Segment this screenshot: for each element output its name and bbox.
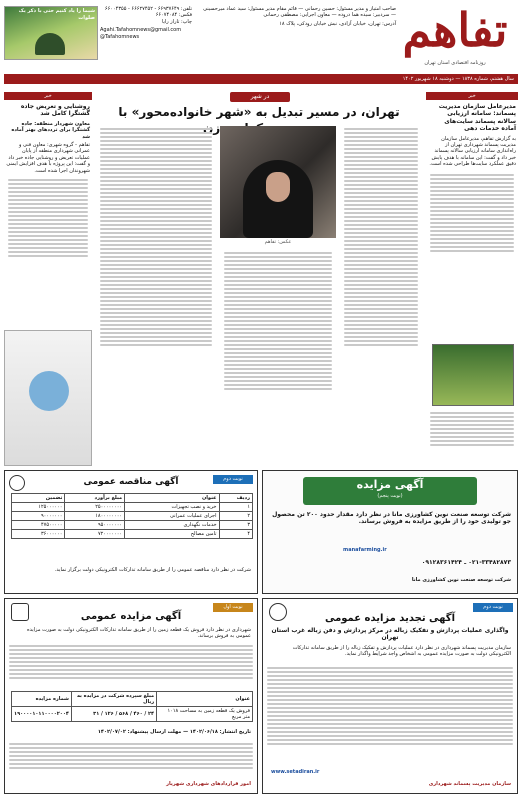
table-cell: ۱۹۰۰۰۰۱۰۱۱۰۰۰۰۲۰۰۴	[12, 707, 72, 722]
table-cell: ۲۵۰۰۰۰۰۰۰۰	[65, 503, 125, 512]
right-article-footer-text	[426, 410, 518, 466]
ad-renewal-title: آگهی تجدید مزایده عمومی	[324, 613, 456, 624]
dateline-bar	[4, 74, 518, 84]
address-text: آدرس: تهران، خیابان آزادی، نبش خیابان رودکی، پلاک ۱۸	[279, 20, 396, 27]
ad-public-table	[11, 691, 253, 722]
table-cell: فروش یک قطعه زمین به مساحت ۱۰۱۸ متر مربع	[157, 707, 253, 722]
ad-auction-fifth-body: شرکت توسعه صنعت نوین کشاورزی مانا در نظر دارد مقدار حدود ۲۰۰ تن محصول جو تولیدی خود را از طریق مزایده به فروش برساند.	[272, 511, 511, 526]
left-article-kicker: خبر	[4, 92, 92, 100]
table-row	[12, 707, 253, 722]
ad-tender-badge	[213, 475, 253, 484]
center-article-col-3	[96, 126, 216, 466]
ad-public-contact	[5, 741, 257, 777]
table-cell: ۲	[219, 512, 252, 521]
editorial-text: صاحب امتیاز و مدیر مسئول: حسین رحمانی — قائم مقام مدیر مسئول: سید عماد میرحسینی — سردبیر: سیده هما دروده — معاون اجرایی: مصطفی رحمانی	[203, 6, 396, 19]
right-article-kicker: خبر	[426, 92, 518, 100]
center-article-col-1	[340, 126, 422, 466]
ad-renewal-details	[263, 665, 517, 765]
ad-public-details	[5, 643, 257, 687]
table-cell: تامین مصالح	[125, 530, 219, 539]
right-article-body: به گزارش تفاهم، مدیرعامل سازمان مدیریت پسماند شهرداری تهران از راه‌اندازی سامانه ارزیابی سالانه پسماند خبر داد و گفت: این سامانه با هدف پایش دقیق عملکرد سایت‌ها طراحی شده است.	[429, 135, 516, 168]
ad-public-body: شهرداری در نظر دارد فروش یک قطعه زمین را از طریق سامانه تدارکات الکترونیکی دولت به صورت مزایده عمومی به فروش برساند.	[27, 627, 251, 640]
table-cell: خدمات نگهداری	[125, 521, 219, 530]
ad-auction-fifth-site[interactable]: manafarming.ir	[343, 547, 387, 553]
instagram-link[interactable]: @Tafahomnews	[100, 33, 140, 40]
ad-public-badge-text: نوبت اول	[223, 604, 243, 610]
ad-auction-fifth	[262, 470, 518, 594]
table-cell: ۲۴ / ۴۶۰ / ۵۶۸ / ۱۲۶ / ۳۱	[71, 707, 156, 722]
ad-renewal-logo-icon	[269, 603, 287, 621]
section-tag-text: در شهر	[250, 93, 270, 100]
headline-photo	[220, 126, 336, 238]
left-promo-image	[4, 330, 92, 466]
table-cell: ۱۲۵۰۰۰۰۰۰	[12, 503, 65, 512]
table-cell: ۱۸۰۰۰۰۰۰۰۰	[65, 512, 125, 521]
promo-graphic	[29, 371, 69, 411]
ad-public-table-header	[12, 692, 253, 707]
ad-tender-title: آگهی مناقصه عمومی	[83, 477, 179, 487]
motto-text: شیما را یاد کنیم حتی با ذکر یک صلوات	[18, 8, 95, 22]
ad-auction-fifth-footer: شرکت توسعه صنعت نوین کشاورزی مانا	[411, 577, 511, 583]
ad-tender-table	[11, 493, 253, 539]
mosque-icon	[35, 33, 65, 55]
right-article-title[interactable]: مدیرعامل سازمان مدیریت پسماند: سامانه ارزیابی سالانه پسماند سایت‌های آماده خدمات دهی	[438, 103, 516, 133]
table-cell: ۹۵۰۰۰۰۰۰۰	[65, 521, 125, 530]
table-cell: ۳۶۰۰۰۰۰۰	[12, 530, 65, 539]
table-header-cell: ردیف	[219, 494, 252, 503]
ad-tender-logo-icon	[9, 475, 25, 491]
right-article-continued	[426, 172, 518, 292]
print-text: چاپ: تاراز رایا	[161, 18, 192, 25]
table-row	[12, 521, 253, 530]
table-row	[12, 512, 253, 521]
editorial-block	[200, 6, 396, 66]
right-article-photo	[432, 344, 514, 406]
table-header-cell: تضمین	[12, 494, 65, 503]
table-cell: اجرای عملیات عمرانی	[125, 512, 219, 521]
left-article-continued	[4, 177, 92, 297]
center-article-col-2	[220, 250, 336, 466]
ad-auction-fifth-title: آگهی مزایده	[356, 478, 424, 491]
left-article-subtitle: معاون شهردار منطقه: جاده گشتگرا برای ترددهای بهتر آماده شد	[11, 120, 90, 140]
table-header-cell: مبلغ سپرده شرکت در مزایده به ریال	[71, 692, 156, 707]
ad-renewal-footer: سازمان مدیریت پسماند شهرداری	[428, 781, 511, 787]
section-tag	[230, 92, 290, 102]
table-cell: خرید و نصب تجهیزات	[125, 503, 219, 512]
table-header-cell: عنوان	[125, 494, 219, 503]
logo-subtitle: روزنامه اقتصادی استان تهران	[424, 60, 486, 66]
ad-tender	[4, 470, 258, 594]
ad-tender-badge-text: نوبت دوم	[223, 476, 243, 482]
ad-public-dates: تاریخ انتشار: ۱۴۰۲/۰۶/۱۸ — مهلت ارسال پیشنهاد: ۱۴۰۲/۰۷/۰۲	[97, 729, 251, 735]
left-article	[4, 92, 92, 324]
table-row	[12, 503, 253, 512]
banner-image	[4, 6, 98, 60]
newspaper-logo	[396, 0, 514, 70]
photo-caption: عکس: تفاهم	[264, 239, 292, 245]
fax-text: فکس: ۶۶۰۷۴۰۸۴	[155, 12, 192, 19]
table-header-cell: عنوان	[157, 692, 253, 707]
masthead	[0, 0, 522, 88]
ad-auction-fifth-header	[303, 477, 477, 505]
phones-text: تلفن: ۶۶۹۳۷۶۴۹ - ۶۶۶۲۷۴۵۲ - ۶۶۰۰۴۳۵۵	[104, 6, 192, 12]
ad-tender-body: شرکت در نظر دارد مناقصه عمومی را از طریق سامانه تدارکات الکترونیکی دولت برگزار نماید.	[54, 567, 251, 573]
email-link[interactable]: Agahi.Tafahomnews@gmail.com	[100, 27, 182, 34]
ad-public-footer: امور قراردادهای شهرداری شهریار	[166, 781, 251, 787]
table-header-cell: شماره مزایده	[12, 692, 72, 707]
table-cell: ۴	[219, 530, 252, 539]
ad-public-logo-icon	[11, 603, 29, 621]
ad-public-title: آگهی مزایده عمومی	[80, 611, 182, 622]
contact-block	[100, 6, 192, 72]
logo-text: تفاهم	[402, 3, 508, 57]
ad-auction-fifth-phone: ۰۲۱-۳۳۴۸۲۸۷۳ ـ ۰۹۱۲۸۳۶۱۴۲۴	[421, 559, 511, 566]
left-article-body: تفاهم - گروه شهری: معاون فنی و عمرانی شهرداری منطقه از پایان عملیات تعریض و روشنایی جاده خبر داد و گفت: این پروژه با هدف افزایش ایمنی شهروندان اجرا شده است.	[6, 142, 90, 174]
headline[interactable]: تهران، در مسیر تبدیل به «شهر خانواده‌محور» با	[118, 105, 400, 119]
ad-auction-fifth-phase: (نوبت پنجم)	[377, 493, 403, 499]
table-row	[12, 530, 253, 539]
right-article	[426, 92, 518, 467]
table-cell: ۷۲۰۰۰۰۰۰۰	[65, 530, 125, 539]
ad-renewal-badge-text: نوبت دوم	[483, 604, 503, 610]
ad-renewal-site[interactable]: www.setadiran.ir	[271, 769, 320, 775]
ad-renewal-badge	[473, 603, 513, 612]
dateline-text: سال هشتم، شماره ۱۸۳۸ — دوشنبه ۱۸ شهریور ۱۴۰۲	[402, 76, 514, 82]
ad-renewal-subtitle: واگذاری عملیات پردازش و تفکیک زباله در مرکز پردازش و دفن زباله غرب استان تهران	[271, 627, 509, 642]
table-cell: ۴۷۵۰۰۰۰۰	[12, 521, 65, 530]
table-header-cell: مبلغ برآورد	[65, 494, 125, 503]
left-article-title[interactable]: روشنایی و تعریض جاده گشتگرا کامل شد	[20, 103, 90, 118]
ad-public-auction	[4, 598, 258, 794]
table-cell: ۳	[219, 521, 252, 530]
table-cell: ۱	[219, 503, 252, 512]
table-cell: ۹۰۰۰۰۰۰۰	[12, 512, 65, 521]
ad-renewal-body: سازمان مدیریت پسماند شهرداری در نظر دارد عملیات پردازش و تفکیک زباله را از طریق سامانه تدارکات الکترونیکی دولت به صورت مزایده عمومی به اشخاص واجد شرایط واگذار نماید.	[292, 645, 511, 658]
ad-renewal-auction	[262, 598, 518, 794]
ad-tender-table-header	[12, 494, 253, 503]
